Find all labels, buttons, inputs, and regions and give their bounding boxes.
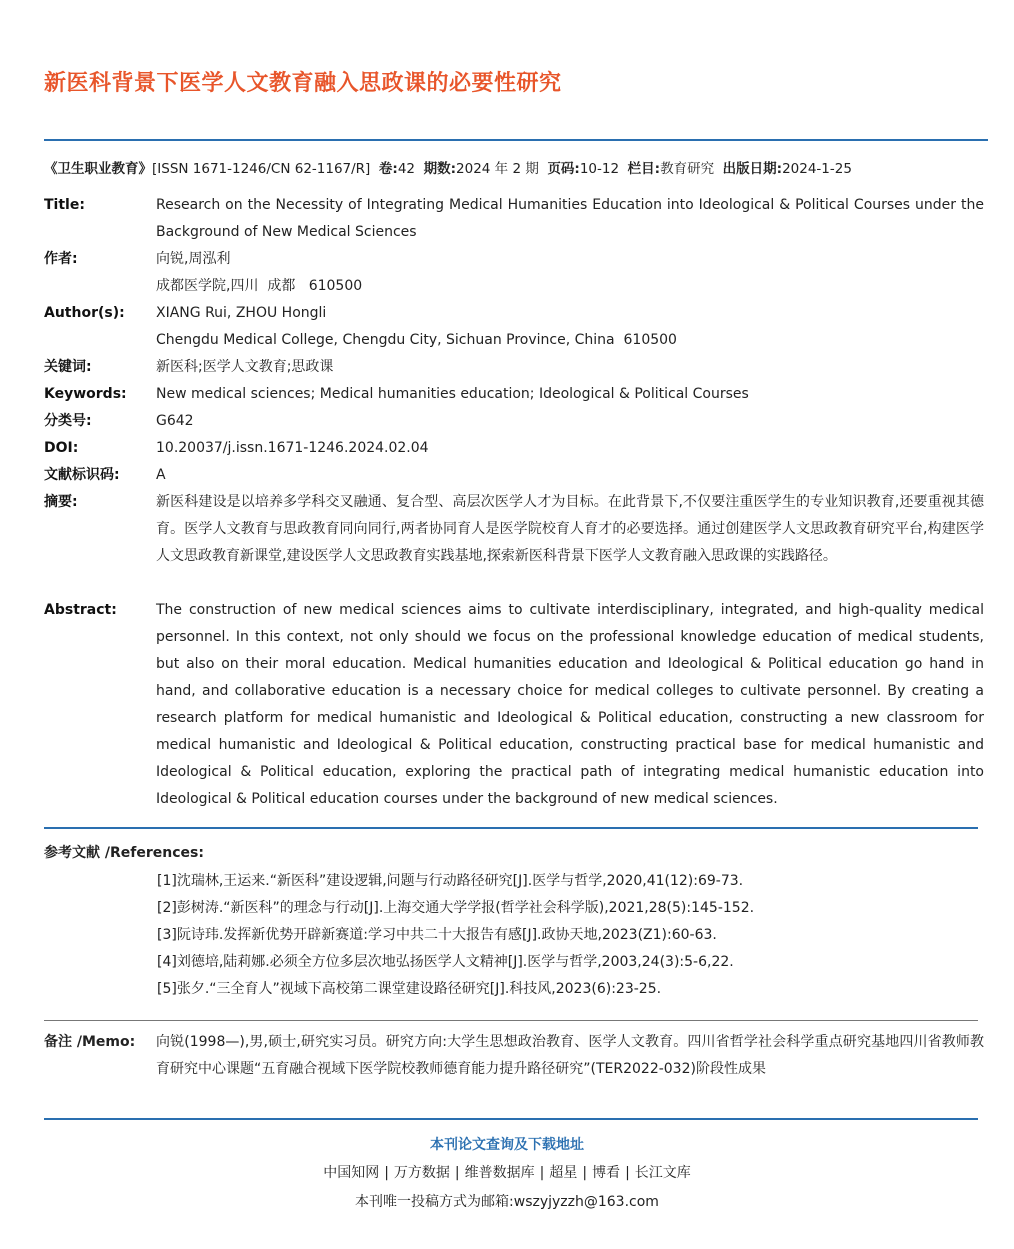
references-list [157,868,754,1003]
footer-heading: 本刊论文查询及下载地址 [430,1137,584,1153]
keywords-en: New medical sciences; Medical humanities education; Ideological & Political Courses [156,386,749,402]
affiliation-cn: 成都医学院,四川 成都 610500 [156,278,363,294]
field-label: DOI: [44,440,79,456]
field-abstract-en [44,597,984,813]
article-title: 新医科背景下医学人文教育融入思政课的必要性研究 [44,71,562,96]
issn: [ISSN 1671-1246/CN 62-1167/R] [152,161,371,177]
issue-label: 期数: [423,161,457,177]
site-chaoxing[interactable]: 超星 [549,1165,578,1181]
field-label: 摘要: [44,494,78,510]
volume-label: 卷: [378,161,398,177]
reference-item: [4]刘德培,陆莉娜.必须全方位多层次地弘扬医学人文精神[J].医学与哲学,2003,24(3):5-6,22. [157,954,734,970]
date-label: 出版日期: [722,161,783,177]
field-label: Keywords: [44,386,127,402]
references-heading: 参考文献 /References: [44,845,204,861]
reference-item: [5]张夕.“三全育人”视域下高校第二课堂建设路径研究[J].科技风,2023(6):23-25. [157,981,662,997]
field-class-no [44,408,984,435]
submission-email: 本刊唯一投稿方式为邮箱:wszyjyzzh@163.com [355,1194,659,1210]
pub-date: 2024-1-25 [782,161,852,177]
field-abstract-cn [44,489,984,570]
doi-value[interactable]: 10.20037/j.issn.1671-1246.2024.02.04 [156,440,429,456]
field-label: Abstract: [44,602,117,618]
doc-code: A [156,467,166,483]
reference-item: [2]彭树涛.“新医科”的理念与行动[J].上海交通大学学报(哲学社会科学版),2021,28(5):145-152. [157,900,755,916]
memo-text: 向锐(1998—),男,硕士,研究实习员。研究方向:大学生思想政治教育、医学人文教育。四川省哲学社会科学重点研究基地四川省教师教育研究中心课题“五育融合视域下医学院校教师德育能力提升路径研究”(TER2022-032)阶段性成果 [156,1034,984,1077]
field-label: Author(s): [44,305,125,321]
memo-divider [44,1020,978,1021]
pages: 10-12 [579,161,620,177]
field-author-cn [44,246,984,300]
site-wanfang[interactable]: 万方数据 [393,1165,450,1181]
field-label: 作者: [44,251,78,267]
footer-divider [44,1118,978,1120]
abstract-cn: 新医科建设是以培养多学科交叉融通、复合型、高层次医学人才为目标。在此背景下,不仅要注重医学生的专业知识教育,还要重视其德育。医学人文教育与思政教育同向同行,两者协同育人是医学院校育人育才的必要选择。通过创建医学人文思政教育研究平台,构建医学人文思政教育新课堂,建设医学人文思政教育实践基地,探索新医科背景下医学人文教育融入思政课的实践路径。 [156,494,984,564]
separator: | [582,1165,588,1181]
reference-item: [3]阮诗玮.发挥新优势开辟新赛道:学习中共二十大报告有感[J].政协天地,2023(Z1):60-63. [157,927,717,943]
separator: | [384,1165,389,1181]
memo-label: 备注 /Memo: [44,1034,136,1050]
authors-cn: 向锐,周泓利 [156,251,231,267]
site-vip[interactable]: 维普数据库 [464,1165,535,1181]
keywords-cn: 新医科;医学人文教育;思政课 [156,359,334,375]
english-title: Research on the Necessity of Integrating Medical Humanities Education into Ideological & Political Courses under the Background of New Medical Sciences [156,197,984,240]
top-divider [44,139,988,141]
field-keywords-en [44,381,984,408]
affiliation-en: Chengdu Medical College, Chengdu City, Sichuan Province, China 610500 [156,332,677,348]
site-bookan[interactable]: 博看 [592,1165,621,1181]
field-title-en [44,192,984,246]
authors-en: XIANG Rui, ZHOU Hongli [156,305,327,321]
issue: 2024 年 2 期 [456,161,539,177]
site-changjiang[interactable]: 长江文库 [634,1165,691,1181]
field-label: 关键词: [44,359,92,375]
field-label: 文献标识码: [44,467,120,483]
column: 教育研究 [660,161,715,177]
column-label: 栏目: [627,161,661,177]
citation-line [44,157,852,177]
database-links [0,1162,1014,1182]
separator: | [454,1165,460,1181]
field-doc-code [44,462,984,489]
field-label: 分类号: [44,413,92,429]
abstract-en: The construction of new medical sciences aims to cultivate interdisciplinary, integrated, and high-quality medical personnel. In this context, not only should we focus on the professional knowledge education of medical students, but also on their moral education. Medical humanities education and Ideological & Political education go hand in hand, and collaborative education is a necessary choice for medical colleges to cultivate personnel. By creating a research platform for medical humanistic and Ideological & Political education, constructing a new classroom for medical humanistic and Ideological & Political education, constructing practical base for medical humanistic and Ideological & Political education, exploring the practical path of integrating medical humanistic education into Ideological & Political education courses under the background of new medical sciences. [156,602,984,807]
field-author-en [44,300,984,354]
class-number: G642 [156,413,194,429]
field-doi [44,435,984,462]
site-cnki[interactable]: 中国知网 [323,1165,380,1181]
memo-section [44,1029,984,1083]
references-divider [44,827,978,829]
separator: | [539,1165,545,1181]
separator: | [625,1165,630,1181]
volume: 42 [397,161,416,177]
field-keywords-cn [44,354,984,381]
field-label: Title: [44,197,85,213]
pages-label: 页码: [547,161,580,177]
reference-item: [1]沈瑞林,王运来.“新医科”建设逻辑,问题与行动路径研究[J].医学与哲学,2020,41(12):69-73. [157,873,744,889]
journal-name: 《卫生职业教育》 [44,161,152,177]
